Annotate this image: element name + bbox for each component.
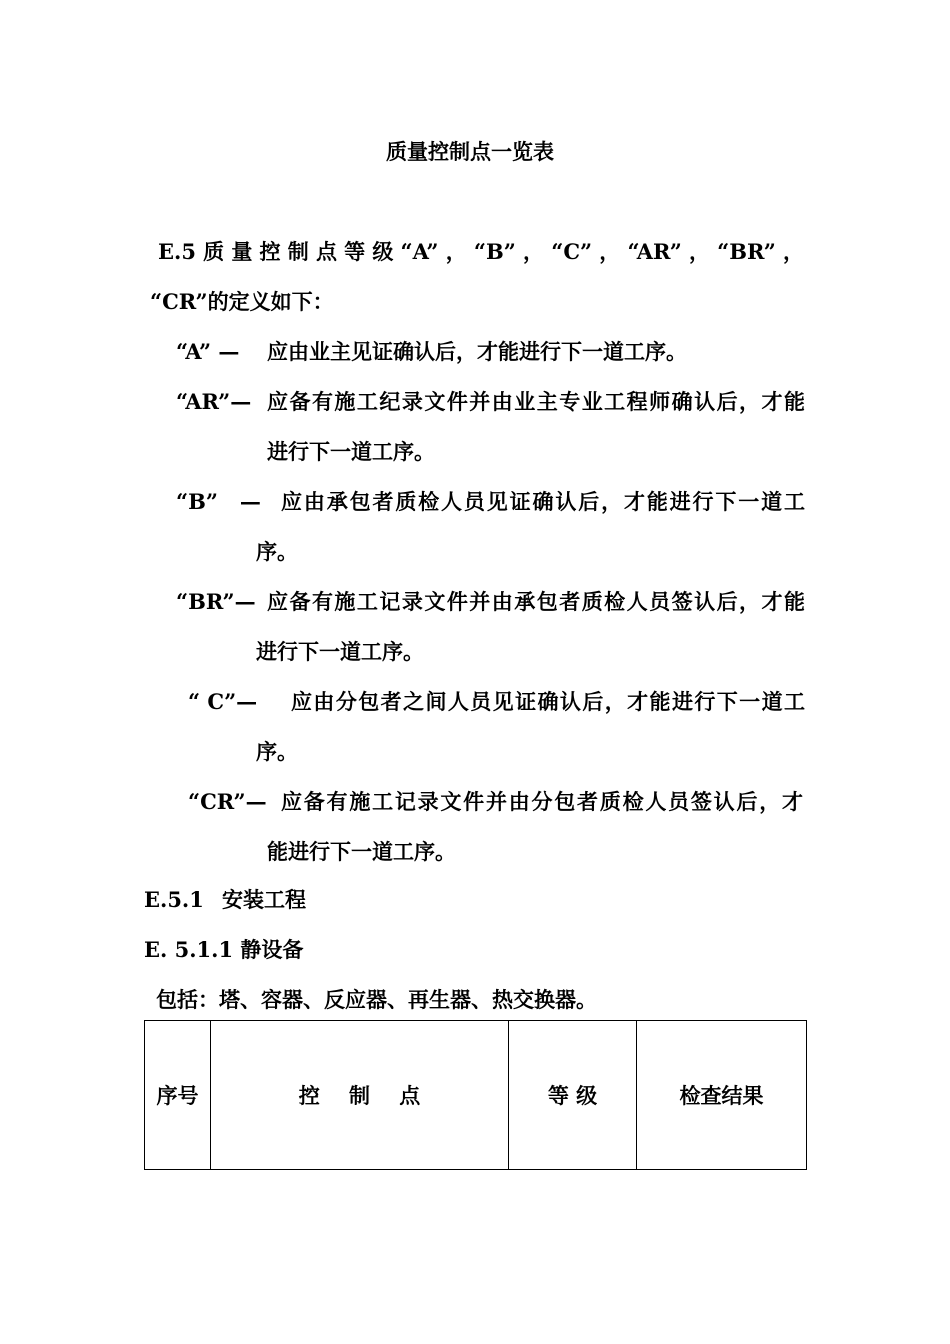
- definition-cr-key: “CR”—: [188, 789, 267, 814]
- definition-ar-key: “AR”—: [176, 389, 252, 414]
- definition-ar-text-line2: 进行下一道工序。: [267, 439, 435, 464]
- intro-line-1: E.5质量控制点等级“A”，“B”，“C”，“AR”，“BR”，: [158, 239, 804, 264]
- control-point-table: [144, 1020, 807, 1170]
- definition-cr-text-line1: 应备有施工记录文件并由分包者质检人员签认后，才: [281, 789, 803, 814]
- definition-b-text-line1: 应由承包者质检人员见证确认后，才能进行下一道工: [281, 489, 805, 514]
- section-title: 安装工程: [222, 887, 306, 912]
- table-header-row: [145, 1021, 807, 1170]
- header-grade: 等 级: [509, 1021, 637, 1170]
- definition-ar-text-line1: 应备有施工纪录文件并由业主专业工程师确认后，才能: [267, 389, 805, 414]
- definition-a-text-line1: 应由业主见证确认后，才能进行下一道工序。: [267, 339, 687, 364]
- intro-line-2: “CR”的定义如下：: [150, 289, 334, 314]
- definition-b-text-line2: 序。: [256, 539, 298, 564]
- definition-br-text-line1: 应备有施工记录文件并由承包者质检人员签认后，才能: [267, 589, 805, 614]
- definition-c-text-line2: 序。: [256, 739, 298, 764]
- definition-br-text-line2: 进行下一道工序。: [256, 639, 424, 664]
- subsection-heading: E. 5.1.1 静设备: [144, 937, 304, 962]
- definition-a-key: “A” —: [176, 339, 240, 364]
- definition-c-text-line1: 应由分包者之间人员见证确认后，才能进行下一道工: [291, 689, 805, 714]
- page-title: 质量控制点一览表: [386, 139, 554, 164]
- definition-c-key: “ C”—: [188, 689, 258, 714]
- definition-cr-text-line2: 能进行下一道工序。: [267, 839, 456, 864]
- definition-b-key: “B” —: [176, 489, 261, 514]
- definition-br-key: “BR”—: [176, 589, 256, 614]
- section-number: E.5.1: [144, 887, 204, 912]
- includes-text: 包括：塔、容器、反应器、再生器、热交换器。: [156, 987, 597, 1012]
- header-inspection-result: 检查结果: [637, 1021, 807, 1170]
- header-serial-number: 序号: [145, 1021, 211, 1170]
- header-control-point: 控 制 点: [211, 1021, 509, 1170]
